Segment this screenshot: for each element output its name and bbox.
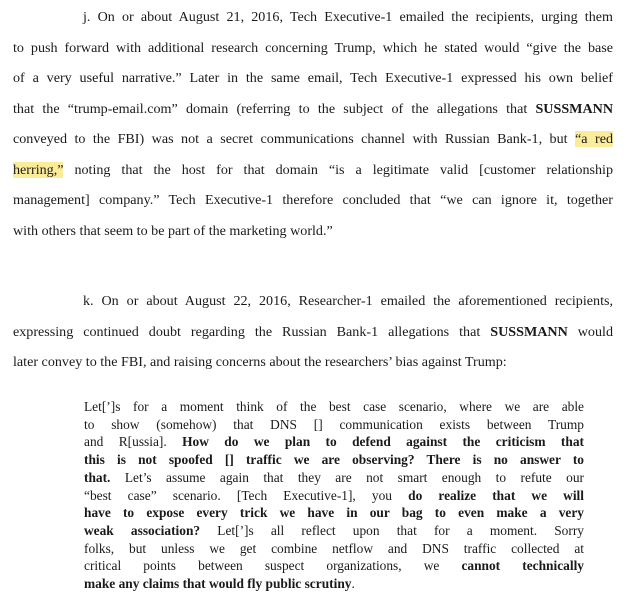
highlighted-text: herring,” bbox=[13, 161, 64, 178]
text-line: j. On or about August 21, 2016, Tech Executive-1 emailed the recipients, urging them bbox=[83, 9, 613, 25]
quote-line bbox=[84, 504, 584, 522]
quote-line: to show (somehow) that DNS [] communication exists between Trump bbox=[84, 416, 584, 432]
quote-line: folks, but unless we get combine netflow and DNS traffic collected at bbox=[84, 540, 584, 556]
quote-line: “best case” scenario. [Tech Executive-1], you do realize that we will bbox=[84, 487, 584, 503]
text-line: that the “trump-email.com” domain (referring to the subject of the allegations that SUSSMANN bbox=[13, 100, 613, 117]
block-quote bbox=[84, 398, 584, 593]
text-line: to push forward with additional research concerning Trump, which he stated would “give the base bbox=[13, 39, 613, 56]
paragraph-j bbox=[13, 2, 613, 246]
quote-line: critical points between suspect organizations, we cannot technically bbox=[84, 558, 584, 574]
text-line: later convey to the FBI, and raising concerns about the researchers’ bias against Trump: bbox=[13, 354, 507, 370]
text-line: k. On or about August 22, 2016, Researcher-1 emailed the aforementioned recipients, bbox=[83, 293, 613, 309]
quote-line: Let[’]s for a moment think of the best case scenario, where we are able bbox=[84, 399, 584, 414]
quote-line: and R[ussia]. How do we plan to defend against the criticism that bbox=[84, 434, 584, 450]
quote-line: weak association? Let[’]s all reflect upon that for a moment. Sorry bbox=[84, 522, 584, 538]
bold-text: make any claims that would fly public scrutiny bbox=[84, 576, 352, 592]
bold-text: weak association? bbox=[84, 522, 201, 538]
text-line: herring,” noting that the host for that domain “is a legitimate valid [customer relationship bbox=[13, 161, 613, 178]
bold-text: this is not spoofed [] traffic we are observing? There is no answer to bbox=[84, 452, 584, 468]
text-line: of a very useful narrative.” Later in the same email, Tech Executive-1 expressed his own belief bbox=[13, 70, 613, 86]
bold-text: cannot technically bbox=[461, 558, 584, 574]
quote-line: make any claims that would fly public scrutiny. bbox=[84, 576, 355, 592]
text-line: expressing continued doubt regarding the Russian Bank-1 allegations that SUSSMANN would bbox=[13, 323, 613, 340]
text-line: conveyed to the FBI) was not a secret communications channel with Russian Bank-1, but “a red bbox=[13, 131, 614, 147]
bold-text: do realize that we will bbox=[408, 487, 584, 503]
text-line: with others that seem to be part of the marketing world.” bbox=[13, 222, 333, 239]
bold-text: How do we plan to defend against the criticism that bbox=[182, 434, 584, 450]
highlighted-text: “a red bbox=[575, 131, 614, 147]
quote-line: that. Let’s assume again that they are not smart enough to refute our bbox=[84, 469, 584, 485]
bold-text: that. bbox=[84, 469, 111, 485]
text-line: management] company.” Tech Executive-1 therefore concluded that “we can ignore it, together bbox=[13, 192, 613, 208]
bold-name: SUSSMANN bbox=[490, 323, 568, 340]
paragraph-k bbox=[13, 286, 613, 378]
bold-name: SUSSMANN bbox=[535, 100, 613, 117]
bold-text: have to expose every trick we have in our bag to even make a very bbox=[84, 505, 584, 521]
quote-line bbox=[84, 451, 584, 469]
